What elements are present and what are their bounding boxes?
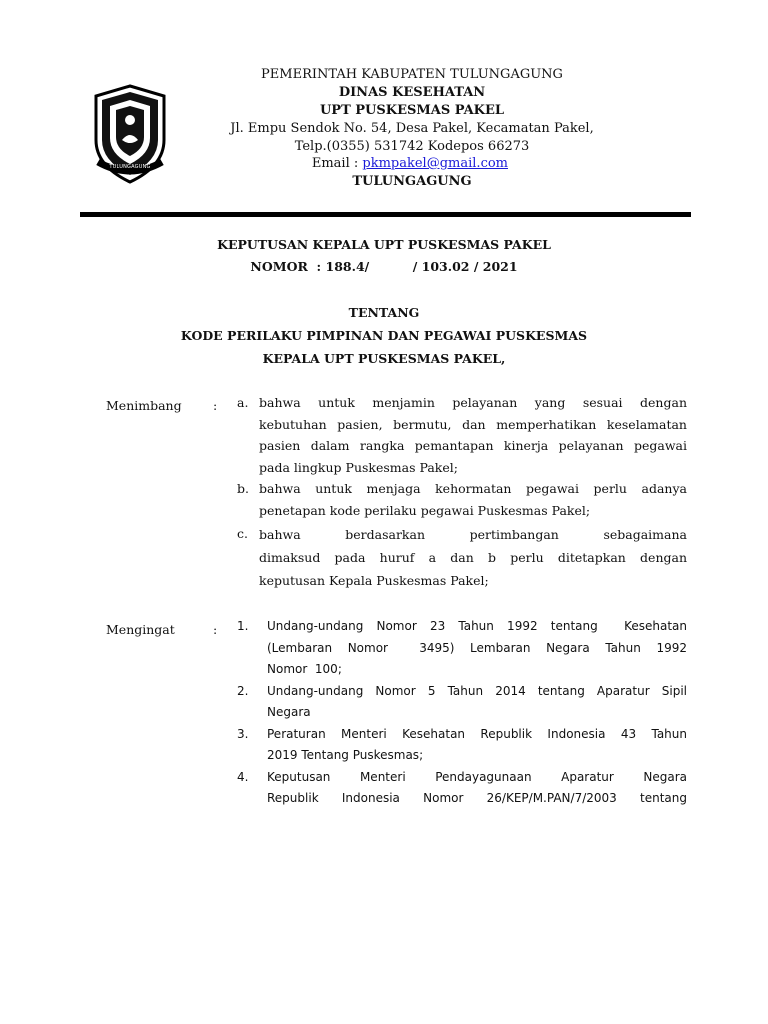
list-item-line: Negara (267, 705, 311, 719)
list-item-line: (Lembaran Nomor 3495) Lembaran Negara Tahun 1992 (267, 640, 687, 655)
decree-issuer: KEPALA UPT PUSKESMAS PAKEL, (262, 351, 506, 366)
list-item-line: penetapan kode perilaku pegawai Puskesmas Pakel; (259, 502, 591, 518)
list-item-line: 2019 Tentang Puskesmas; (267, 748, 424, 762)
list-item (237, 724, 687, 767)
mengingat-list (237, 616, 687, 810)
list-marker: 1. (237, 619, 249, 633)
list-item-line: bahwa untuk menjamin pelayanan yang sesuai dengan (259, 395, 687, 410)
header-divider (80, 212, 691, 217)
list-item-line: Republik Indonesia Nomor 26/KEP/M.PAN/7/2003 tentang (267, 791, 687, 805)
letterhead-government: PEMERINTAH KABUPATEN TULUNGAGUNG (261, 67, 563, 82)
decree-subject: KODE PERILAKU PIMPINAN DAN PEGAWAI PUSKESMAS (180, 328, 588, 343)
letterhead-phone: Telp.(0355) 531742 Kodepos 66273 (294, 139, 530, 154)
list-marker: a. (237, 395, 249, 410)
list-item-line: bahwa untuk menjaga kehormatan pegawai perlu adanya (259, 481, 687, 496)
list-marker: c. (237, 526, 248, 541)
list-marker: 2. (237, 683, 249, 698)
letterhead-email-line (28, 156, 768, 172)
mengingat-colon: : (213, 622, 218, 637)
mengingat-label: Mengingat (106, 622, 175, 637)
menimbang-colon: : (213, 398, 218, 413)
list-item-line: Undang-undang Nomor 5 Tahun 2014 tentang Aparatur Sipil (267, 683, 687, 698)
list-marker: 4. (237, 769, 249, 784)
menimbang-list (237, 392, 687, 592)
list-marker: 3. (237, 726, 249, 741)
tentang-heading: TENTANG (348, 305, 420, 320)
list-item (237, 478, 687, 521)
letterhead-city: TULUNGAGUNG (352, 174, 472, 189)
list-item-line: Peraturan Menteri Kesehatan Republik Indonesia 43 Tahun (267, 726, 687, 741)
letterhead-department: DINAS KESEHATAN (338, 85, 486, 100)
list-item-line: pasien dalam rangka pemantapan kinerja pelayanan pegawai (259, 438, 687, 453)
list-item (237, 681, 687, 724)
letterhead-address: Jl. Empu Sendok No. 54, Desa Pakel, Kecamatan Pakel, (230, 121, 594, 136)
list-item (237, 392, 687, 478)
email-label: Email : (311, 156, 363, 171)
letterhead-unit: UPT PUSKESMAS PAKEL (319, 103, 505, 118)
list-item-line: bahwa berdasarkan pertimbangan sebagaimana (259, 527, 687, 542)
email-link[interactable]: pkmpakel@gmail.com (362, 156, 508, 171)
list-item-line: Keputusan Menteri Pendayagunaan Aparatur Negara (267, 769, 687, 784)
list-item-line: Nomor 100; (267, 662, 342, 676)
list-item-line: Undang-undang Nomor 23 Tahun 1992 tentang Kesehatan (267, 619, 687, 633)
decree-number: NOMOR : 188.4/ / 103.02 / 2021 (250, 259, 518, 274)
list-item-line: keputusan Kepala Puskesmas Pakel; (259, 573, 489, 588)
list-item (237, 523, 687, 592)
seal-caption: TULUNGAGUNG (109, 164, 151, 170)
list-item-line: kebutuhan pasien, bermutu, dan memperhatikan keselamatan (259, 416, 687, 432)
menimbang-label: Menimbang (106, 398, 182, 413)
list-item-line: dimaksud pada huruf a dan b perlu ditetapkan dengan (259, 550, 687, 565)
list-item-line: pada lingkup Puskesmas Pakel; (259, 459, 458, 475)
decree-title: KEPUTUSAN KEPALA UPT PUSKESMAS PAKEL (217, 237, 551, 252)
list-item (237, 767, 687, 810)
list-item (237, 616, 687, 681)
list-marker: b. (237, 481, 249, 496)
